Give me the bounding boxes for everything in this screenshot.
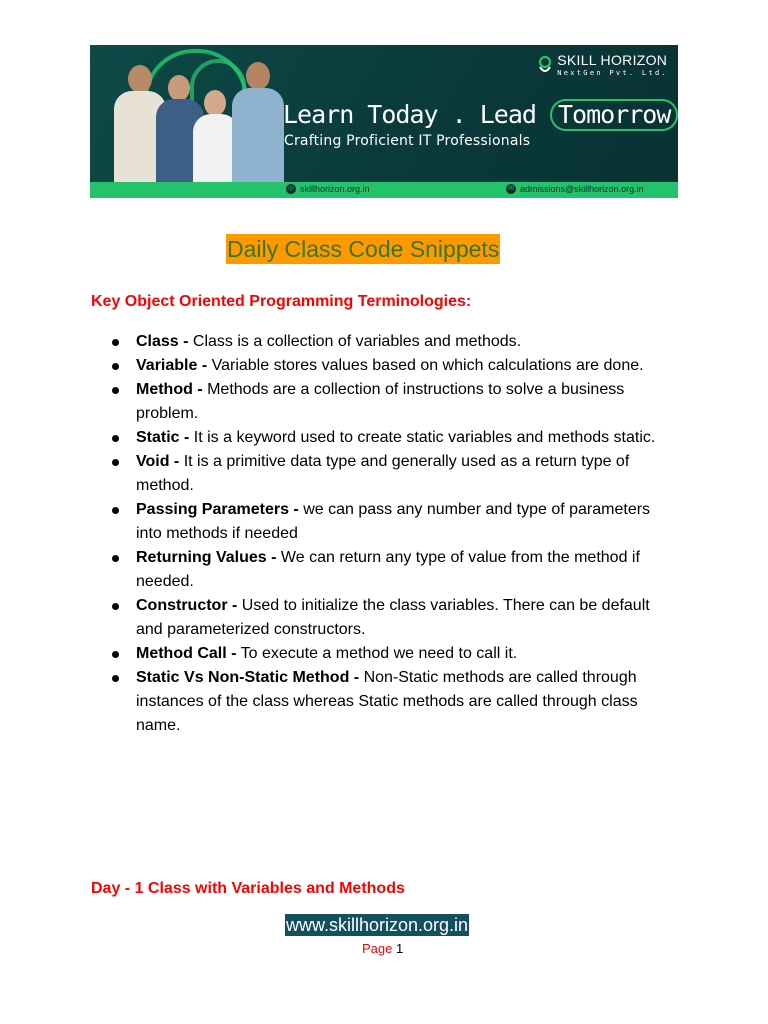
list-item (110, 642, 680, 666)
document-title: Daily Class Code Snippets (227, 236, 500, 262)
brand-logo (537, 53, 668, 77)
terms-list (110, 330, 680, 738)
section-heading-oop: Key Object Oriented Programming Terminologies: (91, 293, 472, 310)
students-photo (110, 55, 310, 190)
list-item (110, 378, 680, 426)
list-item (110, 498, 680, 546)
term-description: It is a primitive data type and generally used as a return type of method. (136, 453, 630, 494)
list-item (110, 354, 680, 378)
banner-tagline: Crafting Proficient IT Professionals (284, 133, 531, 149)
section-heading-day1: Day - 1 Class with Variables and Methods (91, 880, 405, 897)
banner-email-text: admissions@skillhorizon.org.in (520, 184, 644, 194)
term-description: We can return any type of value from the method if needed. (136, 549, 640, 590)
headline-part-1: Learn Today . Lead (283, 100, 550, 129)
brand-name: SKILL HORIZON (557, 52, 668, 68)
term-name: Static - (136, 429, 190, 446)
email-icon: ✉ (506, 184, 516, 194)
term-name: Method - (136, 381, 203, 398)
bullet-icon (112, 339, 119, 346)
banner-email (506, 184, 644, 194)
banner-headline (283, 99, 678, 131)
term-name: Returning Values - (136, 549, 277, 566)
bullet-icon (112, 555, 119, 562)
term-name: Void - (136, 453, 180, 470)
term-description: It is a keyword used to create static variables and methods static. (189, 429, 656, 446)
page-label: Page (362, 941, 393, 956)
term-name: Passing Parameters - (136, 501, 299, 518)
term-description: Methods are a collection of instructions to solve a business problem. (136, 381, 625, 422)
term-name: Method Call - (136, 645, 237, 662)
bullet-icon (112, 387, 119, 394)
brand-subtitle: NextGen Pvt. Ltd. (557, 69, 668, 77)
list-item (110, 546, 680, 594)
banner-website-text: skillhorizon.org.in (300, 184, 370, 194)
list-item (110, 594, 680, 642)
term-name: Class - (136, 333, 189, 350)
list-item (110, 666, 680, 738)
list-item (110, 330, 680, 354)
term-description: Class is a collection of variables and methods. (188, 333, 522, 350)
bullet-icon (112, 507, 119, 514)
term-name: Variable - (136, 357, 208, 374)
bullet-icon (112, 363, 119, 370)
banner-contact-bar (90, 182, 678, 198)
header-banner (90, 45, 678, 198)
bullet-icon (112, 603, 119, 610)
page-number (362, 941, 403, 956)
bullet-icon (112, 651, 119, 658)
term-name: Static Vs Non-Static Method - (136, 669, 360, 686)
term-description: Non-Static methods are called through instances of the class whereas Static methods are called through class name. (136, 669, 638, 734)
term-description: To execute a method we need to call it. (236, 645, 518, 662)
term-description: we can pass any number and type of parameters into methods if needed (136, 501, 651, 542)
bullet-icon (112, 459, 119, 466)
headline-part-2: Tomorrow (550, 99, 678, 131)
banner-website (286, 184, 370, 194)
globe-icon: ◎ (287, 185, 295, 192)
list-item (110, 426, 680, 450)
term-name: Constructor - (136, 597, 238, 614)
bullet-icon (112, 435, 119, 442)
page-number-value: 1 (396, 941, 404, 956)
bullet-icon (112, 675, 119, 682)
footer-website-link[interactable]: www.skillhorizon.org.in (286, 915, 469, 935)
term-description: Variable stores values based on which calculations are done. (207, 357, 644, 374)
list-item (110, 450, 680, 498)
term-description: Used to initialize the class variables. There can be default and parameterized constructors. (136, 597, 650, 638)
skill-horizon-logo-icon (537, 55, 553, 75)
